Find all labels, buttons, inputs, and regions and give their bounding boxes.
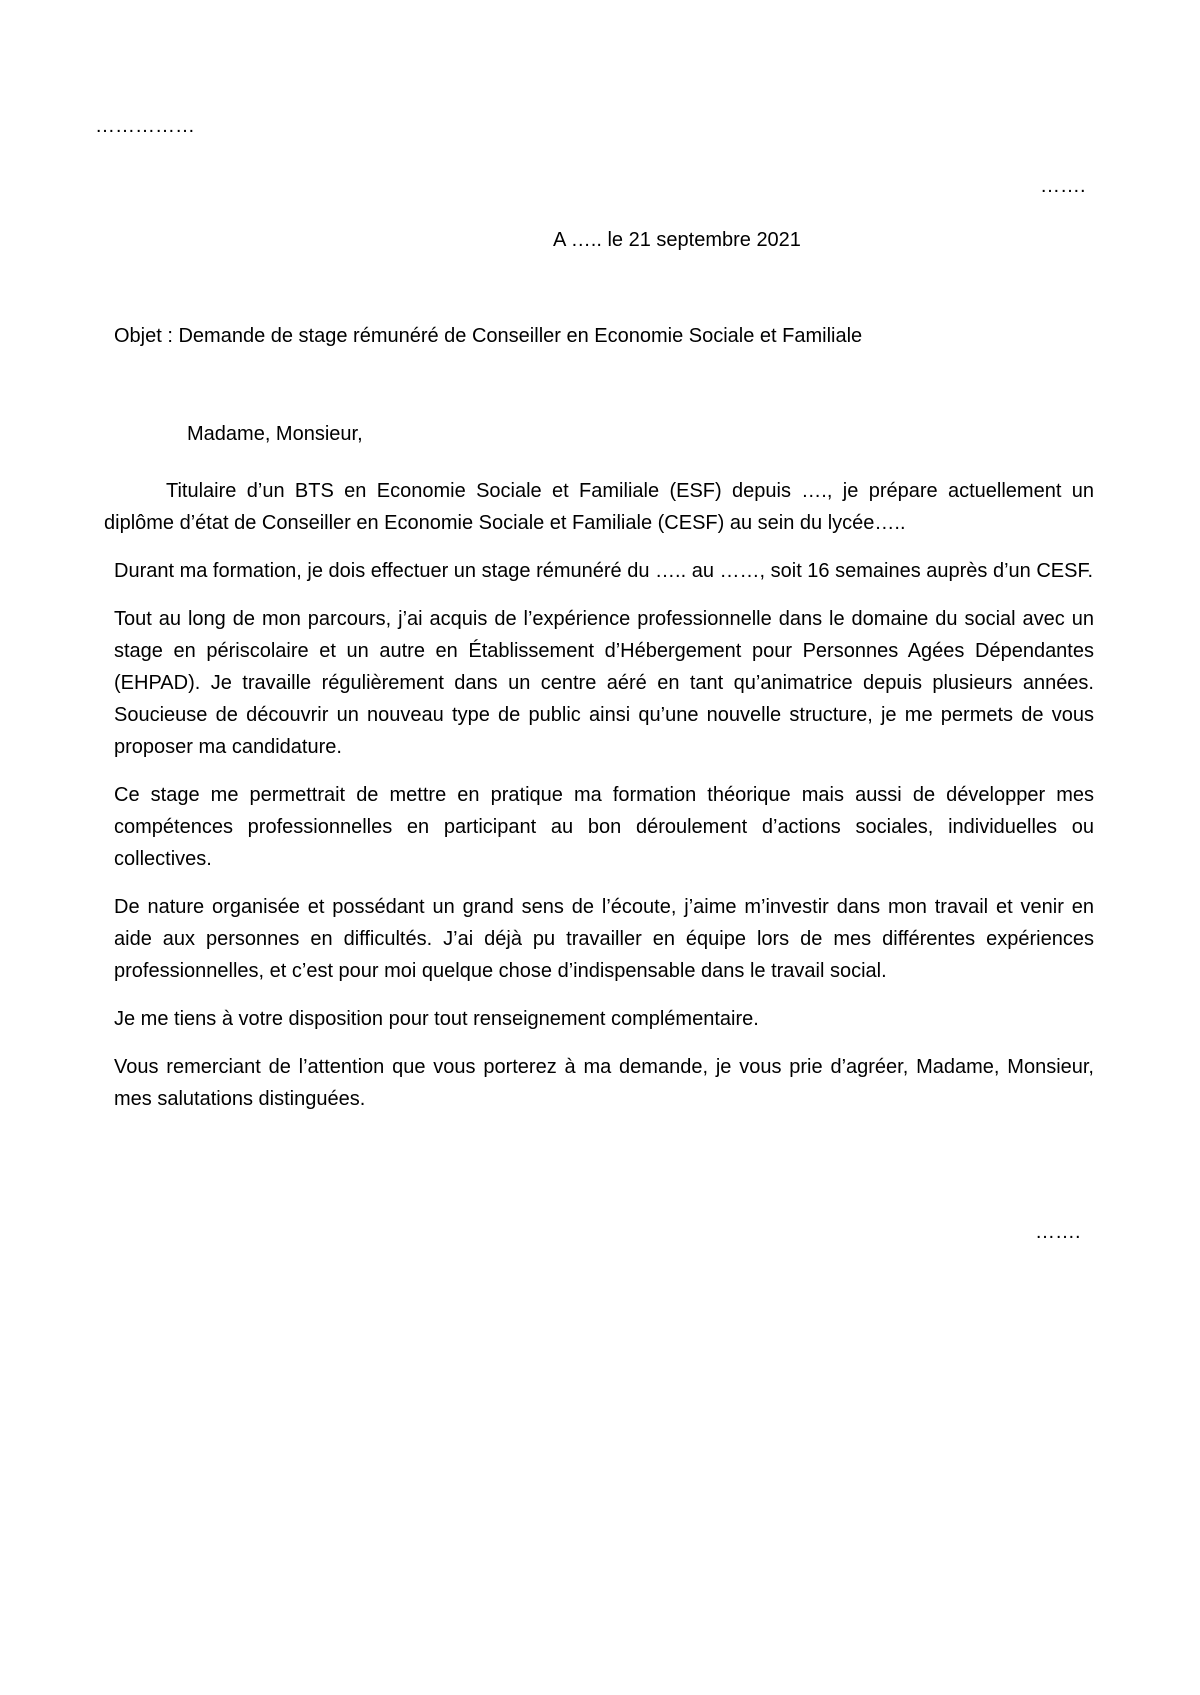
subject-line: Objet : Demande de stage rémunéré de Conseiller en Economie Sociale et Familiale [114,325,863,347]
paragraph-goals: Ce stage me permettrait de mettre en pratique ma formation théorique mais aussi de développer mes compétences professionnelles en participant au bon déroulement d’actions sociales, individuelles ou collectives. [114,784,1094,870]
greeting: Madame, Monsieur, [187,423,363,445]
signature-placeholder: ……. [1035,1221,1081,1243]
paragraph-closing: Vous remerciant de l’attention que vous porterez à ma demande, je vous prie d’agréer, Madame, Monsieur, mes salutations distinguées. [114,1056,1094,1110]
paragraph-experience: Tout au long de mon parcours, j’ai acquis de l’expérience professionnelle dans le domaine du social avec un stage en périscolaire et un autre en Établissement d’Hébergement pour Personnes Agées Dépendantes (EHPAD). Je travaille régulièrement dans un centre aéré en tant qu’animatrice depuis plusieurs années. Soucieuse de découvrir un nouveau type de public ainsi qu’une nouvelle structure, je me permets de vous proposer ma candidature. [114,608,1094,758]
date-line: A ….. le 21 septembre 2021 [553,229,801,251]
paragraph-availability: Je me tiens à votre disposition pour tout renseignement complémentaire. [114,1008,759,1030]
paragraph-internship: Durant ma formation, je dois effectuer un stage rémunéré du ….. au ……, soit 16 semaines auprès d’un CESF. [114,560,1094,582]
sender-placeholder: …………… [95,115,195,137]
paragraph-qualities: De nature organisée et possédant un grand sens de l’écoute, j’aime m’investir dans mon travail et venir en aide aux personnes en difficultés. J’ai déjà pu travailler en équipe lors de mes différentes expériences professionnelles, et c’est pour moi quelque chose d’indispensable dans le travail social. [114,896,1094,982]
letter-body [104,475,1094,1131]
paragraph-intro: Titulaire d’un BTS en Economie Sociale et Familiale (ESF) depuis …., je prépare actuellement un diplôme d’état de Conseiller en Economie Sociale et Familiale (CESF) au sein du lycée….. [104,480,1094,534]
recipient-placeholder: ……. [1040,175,1086,197]
